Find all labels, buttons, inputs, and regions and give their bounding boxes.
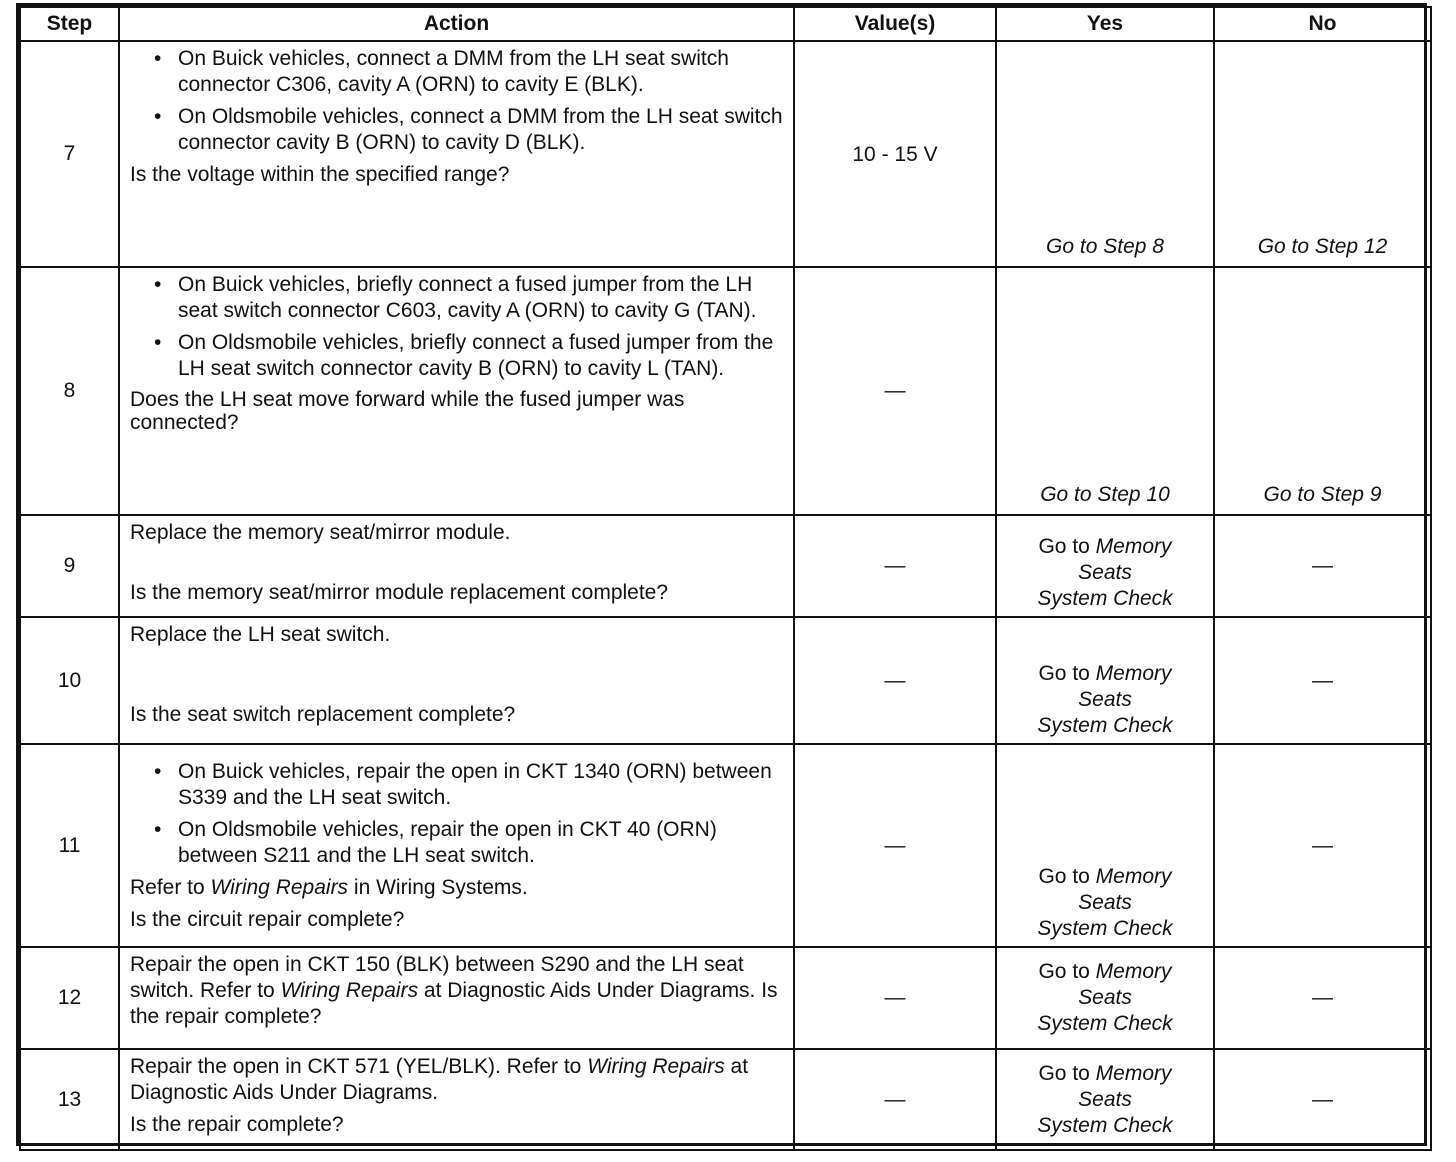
yes-link-system-check: System Check [1037,714,1173,737]
yes-link-system-check: System Check [1037,1113,1173,1137]
action-cell [119,515,794,617]
action-text [130,1054,783,1106]
step-number: 9 [20,515,119,617]
no-result: — [1214,947,1431,1049]
step-number: 10 [20,617,119,744]
yes-link-memory: Memory [1095,535,1172,558]
yes-link-system-check: System Check [1037,1012,1173,1035]
yes-link-system-check: System Check [1037,917,1173,940]
wiring-repairs-link: Wiring Repairs [280,979,419,1002]
header-row [20,7,1431,41]
value-cell [794,267,996,515]
value-cell: — [794,947,996,1049]
yes-prefix: Go to [1038,960,1096,983]
action-text [130,952,783,1030]
yes-prefix: Go to [1038,662,1096,685]
yes-result: Go to Step 8 [996,41,1214,267]
header-values: Value(s) [794,7,996,41]
list-item: • On Buick vehicles, briefly connect a fused jumper from the LH seat switch connector C603, cavity A (ORN) to cavity G (TAN). [130,272,783,324]
action-text-b: at Diagnostic Aids Under Diagrams. [130,1055,749,1104]
table-row [20,617,1431,744]
action-text-a: Repair the open in CKT 150 (BLK) between S290 and the LH seat switch. Refer to [130,953,744,1002]
action-cell [119,1049,794,1150]
action-text: Replace the memory seat/mirror module. [130,521,511,544]
action-question: Is the seat switch replacement complete? [130,703,516,726]
action-text-a: Repair the open in CKT 571 (YEL/BLK). Refer to [130,1055,588,1078]
no-result: — [1214,515,1431,617]
action-question: Is the circuit repair complete? [130,908,405,931]
yes-result [996,947,1214,1049]
steps-table [19,6,1432,1151]
value-cell: — [794,1049,996,1150]
table-row [20,267,1431,515]
list-item: • On Buick vehicles, repair the open in CKT 1340 (ORN) between S339 and the LH seat switch. [130,759,783,811]
step-number: 8 [20,267,119,515]
yes-link-memory: Memory [1095,1061,1172,1085]
value-cell: — [794,744,996,947]
action-cell [119,947,794,1049]
table-row [20,1049,1431,1150]
action-cell [119,744,794,947]
action-question: Is the voltage within the specified range? [130,163,510,186]
empty-dash: — [884,379,906,402]
yes-result [996,617,1214,744]
table-row [20,41,1431,267]
no-result: Go to Step 9 [1214,267,1431,515]
yes-link-memory: Memory [1095,662,1172,685]
yes-result [996,744,1214,947]
yes-link-seats: Seats [1078,1087,1132,1111]
step-number: 11 [20,744,119,947]
header-step: Step [20,7,119,41]
action-cell [119,41,794,267]
yes-link-seats: Seats [1078,688,1132,711]
yes-link-seats: Seats [1078,986,1132,1009]
no-result: — [1214,617,1431,744]
action-bullets [130,46,783,156]
no-result: — [1214,1049,1431,1150]
yes-prefix: Go to [1038,535,1096,558]
value-cell: — [794,515,996,617]
action-text-b: at Diagnostic Aids Under Diagrams. Is the repair complete? [130,979,778,1028]
table-row [20,515,1431,617]
yes-result: Go to Step 10 [996,267,1214,515]
refer-prefix: Refer to [130,876,211,899]
list-item: • On Oldsmobile vehicles, repair the open in CKT 40 (ORN) between S211 and the LH seat switch. [130,817,783,869]
yes-result [996,515,1214,617]
yes-link-seats: Seats [1078,561,1132,584]
no-result: — [1214,744,1431,947]
action-cell [119,617,794,744]
action-question: Is the repair complete? [130,1113,344,1136]
value-cell: 10 - 15 V [794,41,996,267]
yes-link-memory: Memory [1095,960,1172,983]
yes-prefix: Go to [1038,1061,1096,1085]
step-number: 12 [20,947,119,1049]
action-text: Replace the LH seat switch. [130,623,391,646]
list-item: • On Oldsmobile vehicles, connect a DMM from the LH seat switch connector cavity B (ORN) to cavity D (BLK). [130,104,783,156]
yes-result [996,1049,1214,1150]
action-cell [119,267,794,515]
action-bullets [130,272,783,382]
refer-suffix: in Wiring Systems. [348,876,528,899]
header-no: No [1214,7,1431,41]
list-item: • On Oldsmobile vehicles, briefly connect a fused jumper from the LH seat switch connector cavity B (ORN) to cavity L (TAN). [130,330,783,382]
no-result: Go to Step 12 [1214,41,1431,267]
list-item: • On Buick vehicles, connect a DMM from the LH seat switch connector C306, cavity A (ORN) to cavity E (BLK). [130,46,783,98]
value-cell: — [794,617,996,744]
yes-link-memory: Memory [1095,865,1172,888]
table-row [20,947,1431,1049]
diagnostic-table [16,3,1427,1146]
step-number: 13 [20,1049,119,1150]
step-number: 7 [20,41,119,267]
action-refer [130,875,783,901]
yes-prefix: Go to [1038,865,1096,888]
yes-link-system-check: System Check [1037,587,1173,610]
wiring-repairs-link: Wiring Repairs [587,1055,725,1078]
action-question: Is the memory seat/mirror module replacement complete? [130,581,669,604]
table-row [20,744,1431,947]
action-bullets [130,759,783,869]
header-action: Action [119,7,794,41]
refer-link: Wiring Repairs [210,876,349,899]
action-question: Does the LH seat move forward while the fused jumper was connected? [130,388,685,434]
yes-link-seats: Seats [1078,891,1132,914]
header-yes: Yes [996,7,1214,41]
